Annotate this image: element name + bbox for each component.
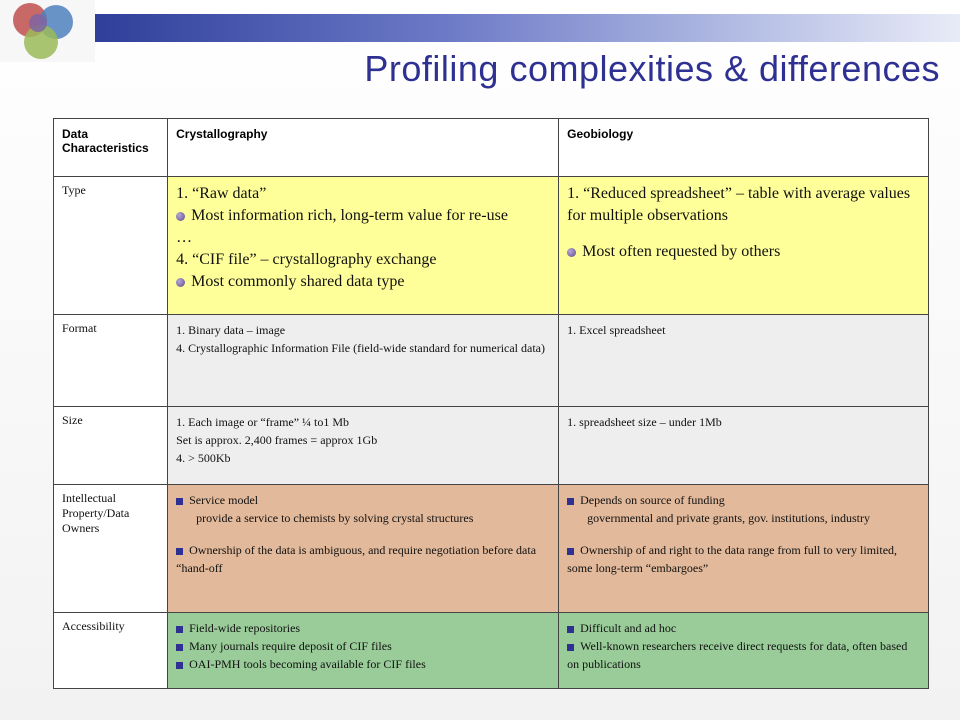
type-geobiology-cell xyxy=(559,177,929,315)
bullet-dot-icon xyxy=(176,212,185,221)
header-gradient-bar xyxy=(95,14,960,42)
ip-geo-line-1: Depends on source of funding xyxy=(580,493,725,507)
access-geobiology-cell xyxy=(559,613,929,689)
bullet-square-icon xyxy=(567,644,574,651)
access-crystallography-cell xyxy=(168,613,559,689)
type-crys-line-1: 1. “Raw data” xyxy=(176,185,267,202)
type-crys-line-5: Most commonly shared data type xyxy=(191,273,405,290)
ip-geo-line-2: governmental and private grants, gov. institutions, industry xyxy=(587,511,870,525)
logo-purple-circle xyxy=(29,14,47,32)
bullet-square-icon xyxy=(176,626,183,633)
slide-title: Profiling complexities & differences xyxy=(364,48,940,89)
row-label-format: Format xyxy=(54,315,168,407)
ip-crys-line-1: Service model xyxy=(189,493,259,507)
row-label-accessibility: Accessibility xyxy=(54,613,168,689)
access-crys-line-2: Many journals require deposit of CIF files xyxy=(189,639,392,653)
type-geo-line-1: 1. “Reduced spreadsheet” – table with average values for multiple observations xyxy=(567,185,911,224)
format-crystallography-cell xyxy=(168,315,559,407)
bullet-square-icon xyxy=(567,548,574,555)
bullet-square-icon xyxy=(567,498,574,505)
type-crys-line-4: 4. “CIF file” – crystallography exchange xyxy=(176,251,437,268)
size-crys-line-3: 4. > 500Kb xyxy=(176,451,231,465)
access-geo-line-1: Difficult and ad hoc xyxy=(580,621,677,635)
logo xyxy=(0,0,95,62)
table-row-intellectual-property xyxy=(54,485,929,613)
row-label-size: Size xyxy=(54,407,168,485)
bullet-dot-icon xyxy=(567,248,576,257)
table-row-type xyxy=(54,177,929,315)
row-label-intellectual-property: Intellectual Property/Data Owners xyxy=(54,485,168,613)
bullet-square-icon xyxy=(176,644,183,651)
access-geo-line-2: Well-known researchers receive direct requests for data, often based on publications xyxy=(567,639,908,671)
bullet-dot-icon xyxy=(176,278,185,287)
bullet-square-icon xyxy=(176,548,183,555)
header-data-characteristics: Data Characteristics xyxy=(54,119,168,177)
row-label-type: Type xyxy=(54,177,168,315)
header-geobiology: Geobiology xyxy=(559,119,929,177)
access-crys-line-3: OAI-PMH tools becoming available for CIF files xyxy=(189,657,426,671)
ip-crystallography-cell xyxy=(168,485,559,613)
comparison-table xyxy=(53,118,929,689)
format-geobiology-cell xyxy=(559,315,929,407)
format-geo-line-1: 1. Excel spreadsheet xyxy=(567,323,666,337)
bullet-square-icon xyxy=(176,662,183,669)
format-crys-line-1: 1. Binary data – image xyxy=(176,323,286,337)
table-row-accessibility xyxy=(54,613,929,689)
type-crys-line-3: … xyxy=(176,229,193,246)
size-crys-line-2: Set is approx. 2,400 frames = approx 1Gb xyxy=(176,433,378,447)
access-crys-line-1: Field-wide repositories xyxy=(189,621,301,635)
type-geo-line-2: Most often requested by others xyxy=(582,243,781,260)
ip-crys-line-2: provide a service to chemists by solving crystal structures xyxy=(196,511,474,525)
size-geo-line-1: 1. spreadsheet size – under 1Mb xyxy=(567,415,722,429)
size-geobiology-cell xyxy=(559,407,929,485)
ip-crys-line-3: Ownership of the data is ambiguous, and require negotiation before data “hand-off xyxy=(176,543,537,575)
bullet-square-icon xyxy=(176,498,183,505)
type-crys-line-2: Most information rich, long-term value for re-use xyxy=(191,207,508,224)
format-crys-line-2: 4. Crystallographic Information File (field-wide standard for numerical data) xyxy=(176,341,546,355)
table-row-size xyxy=(54,407,929,485)
table-header-row xyxy=(54,119,929,177)
ip-geobiology-cell xyxy=(559,485,929,613)
size-crys-line-1: 1. Each image or “frame” ¼ to1 Mb xyxy=(176,415,350,429)
ip-geo-line-3: Ownership of and right to the data range from full to very limited, some long-term “embargoes” xyxy=(567,543,898,575)
table-row-format xyxy=(54,315,929,407)
type-crystallography-cell xyxy=(168,177,559,315)
bullet-square-icon xyxy=(567,626,574,633)
header-crystallography: Crystallography xyxy=(168,119,559,177)
size-crystallography-cell xyxy=(168,407,559,485)
